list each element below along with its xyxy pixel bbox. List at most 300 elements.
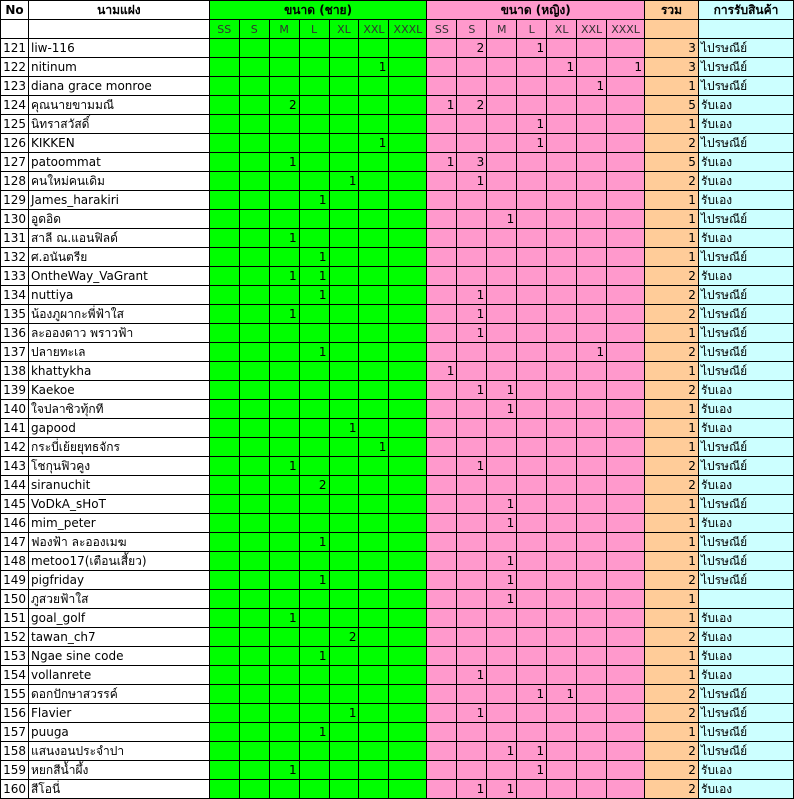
row-number: 121 <box>1 39 29 58</box>
female-qty-cell <box>487 438 517 457</box>
alias-name: Flavier <box>28 704 209 723</box>
female-qty-cell <box>457 134 487 153</box>
male-qty-cell: 1 <box>299 248 329 267</box>
row-number: 135 <box>1 305 29 324</box>
male-qty-cell <box>359 153 389 172</box>
female-qty-cell <box>607 666 645 685</box>
female-size-label: SS <box>427 20 457 39</box>
receive-method-cell: ไปรษณีย์ <box>698 248 793 267</box>
male-size-label: XXXL <box>389 20 427 39</box>
total-cell: 1 <box>645 400 699 419</box>
row-number: 147 <box>1 533 29 552</box>
female-qty-cell <box>487 666 517 685</box>
total-cell: 2 <box>645 476 699 495</box>
male-qty-cell <box>239 58 269 77</box>
female-qty-cell <box>517 552 547 571</box>
male-qty-cell <box>359 514 389 533</box>
male-qty-cell <box>359 267 389 286</box>
female-qty-cell <box>427 647 457 666</box>
total-cell: 1 <box>645 666 699 685</box>
receive-method-cell: ไปรษณีย์ <box>698 210 793 229</box>
table-row <box>1 476 794 495</box>
female-qty-cell <box>457 590 487 609</box>
female-qty-cell <box>427 248 457 267</box>
male-qty-cell <box>359 248 389 267</box>
receive-method-cell: รับเอง <box>698 115 793 134</box>
female-qty-cell <box>607 153 645 172</box>
male-qty-cell <box>389 628 427 647</box>
male-qty-cell: 2 <box>269 96 299 115</box>
female-qty-cell <box>427 267 457 286</box>
female-qty-cell <box>577 571 607 590</box>
male-qty-cell <box>209 495 239 514</box>
male-qty-cell <box>389 495 427 514</box>
male-qty-cell <box>329 400 359 419</box>
female-qty-cell <box>607 210 645 229</box>
row-number: 157 <box>1 723 29 742</box>
row-number: 127 <box>1 153 29 172</box>
female-qty-cell <box>547 552 577 571</box>
female-qty-cell: 1 <box>487 590 517 609</box>
female-qty-cell <box>577 533 607 552</box>
row-number: 152 <box>1 628 29 647</box>
table-row <box>1 457 794 476</box>
female-qty-cell <box>547 590 577 609</box>
male-qty-cell <box>239 343 269 362</box>
female-qty-cell <box>517 628 547 647</box>
female-qty-cell <box>517 590 547 609</box>
table-row <box>1 362 794 381</box>
female-qty-cell <box>577 742 607 761</box>
female-qty-cell <box>577 514 607 533</box>
female-qty-cell <box>577 96 607 115</box>
male-qty-cell <box>239 704 269 723</box>
male-qty-cell <box>209 191 239 210</box>
male-qty-cell <box>389 438 427 457</box>
male-qty-cell <box>209 115 239 134</box>
table-row <box>1 647 794 666</box>
male-qty-cell <box>389 248 427 267</box>
female-qty-cell <box>487 229 517 248</box>
total-cell: 2 <box>645 457 699 476</box>
alias-name: gapood <box>28 419 209 438</box>
male-qty-cell <box>239 438 269 457</box>
total-cell: 5 <box>645 96 699 115</box>
female-qty-cell <box>607 742 645 761</box>
male-qty-cell <box>269 115 299 134</box>
male-qty-cell <box>299 552 329 571</box>
header-no: No <box>1 1 29 20</box>
female-qty-cell <box>547 761 577 780</box>
female-qty-cell: 1 <box>517 742 547 761</box>
female-qty-cell <box>457 495 487 514</box>
female-qty-cell <box>487 533 517 552</box>
female-qty-cell <box>547 457 577 476</box>
male-qty-cell <box>209 476 239 495</box>
male-qty-cell <box>269 248 299 267</box>
female-qty-cell <box>547 324 577 343</box>
receive-method-cell: ไปรษณีย์ <box>698 457 793 476</box>
male-qty-cell <box>269 172 299 191</box>
female-qty-cell <box>427 780 457 799</box>
alias-name: vollanrete <box>28 666 209 685</box>
male-size-label: SS <box>209 20 239 39</box>
male-qty-cell <box>359 381 389 400</box>
female-qty-cell: 1 <box>487 552 517 571</box>
female-qty-cell <box>547 229 577 248</box>
female-qty-cell <box>517 324 547 343</box>
male-qty-cell <box>359 647 389 666</box>
female-qty-cell: 1 <box>457 324 487 343</box>
female-qty-cell <box>517 286 547 305</box>
male-qty-cell <box>359 495 389 514</box>
row-number: 155 <box>1 685 29 704</box>
female-qty-cell <box>457 58 487 77</box>
male-qty-cell <box>389 39 427 58</box>
male-qty-cell <box>359 552 389 571</box>
female-qty-cell <box>577 704 607 723</box>
female-qty-cell: 1 <box>487 514 517 533</box>
male-qty-cell: 1 <box>269 267 299 286</box>
row-number: 134 <box>1 286 29 305</box>
female-qty-cell <box>457 476 487 495</box>
male-qty-cell <box>329 191 359 210</box>
alias-name: นิทราสวัสดิ์ <box>28 115 209 134</box>
receive-method-cell: ไปรษณีย์ <box>698 685 793 704</box>
alias-name: สีโอนี่ <box>28 780 209 799</box>
female-qty-cell <box>427 533 457 552</box>
female-qty-cell <box>547 96 577 115</box>
male-qty-cell <box>299 704 329 723</box>
male-qty-cell <box>209 267 239 286</box>
female-qty-cell <box>577 780 607 799</box>
male-qty-cell <box>299 438 329 457</box>
male-qty-cell <box>359 457 389 476</box>
male-qty-cell <box>239 153 269 172</box>
receive-method-cell: รับเอง <box>698 381 793 400</box>
female-qty-cell <box>607 609 645 628</box>
male-qty-cell <box>389 647 427 666</box>
female-size-label: XL <box>547 20 577 39</box>
female-qty-cell <box>517 723 547 742</box>
table-row <box>1 723 794 742</box>
header-receive: การรับสินค้า <box>698 1 793 20</box>
male-qty-cell <box>209 761 239 780</box>
male-qty-cell <box>329 305 359 324</box>
male-qty-cell <box>269 647 299 666</box>
female-qty-cell <box>517 381 547 400</box>
alias-name: คุณนายขามมณี <box>28 96 209 115</box>
female-qty-cell <box>457 248 487 267</box>
female-qty-cell <box>607 571 645 590</box>
female-qty-cell <box>427 229 457 248</box>
male-qty-cell <box>359 609 389 628</box>
row-number: 150 <box>1 590 29 609</box>
male-qty-cell <box>299 609 329 628</box>
female-qty-cell <box>487 362 517 381</box>
female-qty-cell <box>577 362 607 381</box>
table-row <box>1 495 794 514</box>
male-qty-cell <box>239 590 269 609</box>
male-qty-cell <box>209 153 239 172</box>
male-qty-cell <box>269 666 299 685</box>
male-qty-cell <box>389 742 427 761</box>
male-qty-cell <box>389 609 427 628</box>
row-number: 158 <box>1 742 29 761</box>
male-qty-cell <box>359 324 389 343</box>
female-qty-cell <box>607 438 645 457</box>
male-qty-cell <box>269 590 299 609</box>
female-qty-cell <box>427 58 457 77</box>
male-qty-cell <box>329 590 359 609</box>
male-qty-cell <box>299 96 329 115</box>
female-qty-cell <box>517 153 547 172</box>
male-qty-cell <box>389 134 427 153</box>
male-qty-cell <box>389 191 427 210</box>
female-qty-cell <box>517 533 547 552</box>
male-qty-cell <box>299 495 329 514</box>
female-qty-cell: 1 <box>517 115 547 134</box>
male-qty-cell <box>299 172 329 191</box>
table-row <box>1 628 794 647</box>
male-qty-cell <box>239 96 269 115</box>
receive-method-cell: ไปรษณีย์ <box>698 571 793 590</box>
male-qty-cell: 1 <box>299 723 329 742</box>
female-qty-cell: 1 <box>457 305 487 324</box>
female-qty-cell <box>487 723 517 742</box>
male-qty-cell <box>239 229 269 248</box>
female-qty-cell <box>517 191 547 210</box>
female-qty-cell <box>457 723 487 742</box>
receive-method-cell: ไปรษณีย์ <box>698 39 793 58</box>
female-qty-cell: 1 <box>457 666 487 685</box>
table-row <box>1 58 794 77</box>
female-qty-cell <box>607 229 645 248</box>
table-row <box>1 609 794 628</box>
table-row <box>1 343 794 362</box>
female-qty-cell <box>427 590 457 609</box>
alias-name: สาลี ณ.แอนฟิลด์ <box>28 229 209 248</box>
male-qty-cell <box>389 457 427 476</box>
female-qty-cell <box>517 457 547 476</box>
male-qty-cell <box>209 324 239 343</box>
male-qty-cell <box>359 210 389 229</box>
male-qty-cell <box>239 324 269 343</box>
female-qty-cell <box>577 324 607 343</box>
female-qty-cell <box>487 609 517 628</box>
female-qty-cell: 1 <box>487 210 517 229</box>
row-number: 156 <box>1 704 29 723</box>
female-qty-cell <box>547 172 577 191</box>
male-qty-cell <box>329 96 359 115</box>
male-qty-cell <box>299 134 329 153</box>
male-qty-cell <box>299 381 329 400</box>
male-qty-cell <box>299 229 329 248</box>
row-number: 145 <box>1 495 29 514</box>
table-row <box>1 571 794 590</box>
male-qty-cell <box>209 685 239 704</box>
alias-name: pigfriday <box>28 571 209 590</box>
alias-name: Kaekoe <box>28 381 209 400</box>
female-qty-cell <box>607 381 645 400</box>
alias-name: Ngae sine code <box>28 647 209 666</box>
male-qty-cell <box>239 761 269 780</box>
male-qty-cell <box>269 552 299 571</box>
male-qty-cell <box>239 77 269 96</box>
alias-name: หยกสีน้ำผึ้ง <box>28 761 209 780</box>
table-row <box>1 742 794 761</box>
female-qty-cell <box>487 476 517 495</box>
row-number: 133 <box>1 267 29 286</box>
female-qty-cell <box>607 533 645 552</box>
female-qty-cell <box>577 495 607 514</box>
male-qty-cell <box>299 324 329 343</box>
male-qty-cell <box>239 666 269 685</box>
male-size-label: S <box>239 20 269 39</box>
female-qty-cell <box>427 704 457 723</box>
receive-method-cell: รับเอง <box>698 647 793 666</box>
female-qty-cell <box>487 457 517 476</box>
row-number: 124 <box>1 96 29 115</box>
female-qty-cell <box>547 704 577 723</box>
female-qty-cell <box>607 476 645 495</box>
male-qty-cell <box>269 39 299 58</box>
female-qty-cell <box>547 780 577 799</box>
female-qty-cell <box>427 476 457 495</box>
male-qty-cell <box>359 77 389 96</box>
female-qty-cell <box>607 419 645 438</box>
female-qty-cell: 1 <box>517 685 547 704</box>
alias-name: puuga <box>28 723 209 742</box>
female-size-label: L <box>517 20 547 39</box>
female-qty-cell: 1 <box>487 495 517 514</box>
alias-name: แสนงอนประจำปา <box>28 742 209 761</box>
male-qty-cell <box>329 552 359 571</box>
total-cell: 1 <box>645 495 699 514</box>
male-qty-cell: 1 <box>359 134 389 153</box>
male-qty-cell <box>329 609 359 628</box>
male-qty-cell <box>329 362 359 381</box>
total-cell: 2 <box>645 685 699 704</box>
female-qty-cell <box>607 400 645 419</box>
female-qty-cell <box>427 628 457 647</box>
female-qty-cell <box>547 362 577 381</box>
female-qty-cell <box>427 419 457 438</box>
row-number: 136 <box>1 324 29 343</box>
female-qty-cell <box>517 77 547 96</box>
female-qty-cell <box>607 267 645 286</box>
table-row <box>1 590 794 609</box>
female-qty-cell <box>427 552 457 571</box>
row-number: 151 <box>1 609 29 628</box>
female-qty-cell <box>547 723 577 742</box>
receive-method-cell: ไปรษณีย์ <box>698 742 793 761</box>
alias-name: James_harakiri <box>28 191 209 210</box>
female-qty-cell <box>487 628 517 647</box>
row-number: 144 <box>1 476 29 495</box>
male-qty-cell <box>359 400 389 419</box>
female-qty-cell <box>487 343 517 362</box>
male-qty-cell <box>269 514 299 533</box>
female-size-label: S <box>457 20 487 39</box>
total-cell: 1 <box>645 229 699 248</box>
table-row <box>1 780 794 799</box>
female-qty-cell <box>607 77 645 96</box>
alias-name: คนใหม่คนเดิม <box>28 172 209 191</box>
male-qty-cell <box>299 666 329 685</box>
male-size-label: L <box>299 20 329 39</box>
female-qty-cell <box>427 305 457 324</box>
male-qty-cell <box>209 666 239 685</box>
size-header-blank <box>1 20 29 39</box>
row-number: 142 <box>1 438 29 457</box>
male-qty-cell <box>299 457 329 476</box>
receive-method-cell: ไปรษณีย์ <box>698 305 793 324</box>
female-qty-cell: 1 <box>427 153 457 172</box>
receive-method-cell: รับเอง <box>698 761 793 780</box>
total-cell: 3 <box>645 39 699 58</box>
female-qty-cell <box>517 305 547 324</box>
female-qty-cell <box>517 647 547 666</box>
male-qty-cell <box>209 419 239 438</box>
female-qty-cell <box>517 96 547 115</box>
male-qty-cell <box>239 39 269 58</box>
alias-name: โชกุนฟิวคูง <box>28 457 209 476</box>
male-qty-cell: 1 <box>269 305 299 324</box>
male-qty-cell <box>389 229 427 248</box>
female-qty-cell <box>427 324 457 343</box>
female-qty-cell <box>457 419 487 438</box>
female-qty-cell <box>607 39 645 58</box>
table-row <box>1 267 794 286</box>
female-qty-cell <box>427 286 457 305</box>
total-cell: 2 <box>645 780 699 799</box>
male-qty-cell <box>209 210 239 229</box>
male-qty-cell: 1 <box>269 229 299 248</box>
total-cell: 1 <box>645 248 699 267</box>
female-qty-cell <box>577 476 607 495</box>
female-qty-cell <box>577 552 607 571</box>
female-qty-cell <box>607 172 645 191</box>
total-cell: 2 <box>645 134 699 153</box>
female-qty-cell <box>577 685 607 704</box>
male-qty-cell <box>239 685 269 704</box>
header-name: นามแฝง <box>28 1 209 20</box>
female-qty-cell <box>577 134 607 153</box>
female-qty-cell <box>457 438 487 457</box>
male-qty-cell <box>329 58 359 77</box>
table-row <box>1 533 794 552</box>
male-qty-cell <box>269 685 299 704</box>
receive-method-cell: ไปรษณีย์ <box>698 58 793 77</box>
male-qty-cell <box>389 153 427 172</box>
size-header-blank <box>645 20 699 39</box>
female-qty-cell <box>427 495 457 514</box>
male-qty-cell <box>239 115 269 134</box>
male-qty-cell <box>269 58 299 77</box>
header-total: รวม <box>645 1 699 20</box>
total-cell: 2 <box>645 172 699 191</box>
female-qty-cell <box>607 286 645 305</box>
female-qty-cell <box>577 305 607 324</box>
male-qty-cell <box>329 514 359 533</box>
male-qty-cell <box>389 305 427 324</box>
male-qty-cell <box>299 628 329 647</box>
female-qty-cell <box>427 609 457 628</box>
female-qty-cell <box>547 609 577 628</box>
receive-method-cell: รับเอง <box>698 229 793 248</box>
male-qty-cell <box>209 780 239 799</box>
